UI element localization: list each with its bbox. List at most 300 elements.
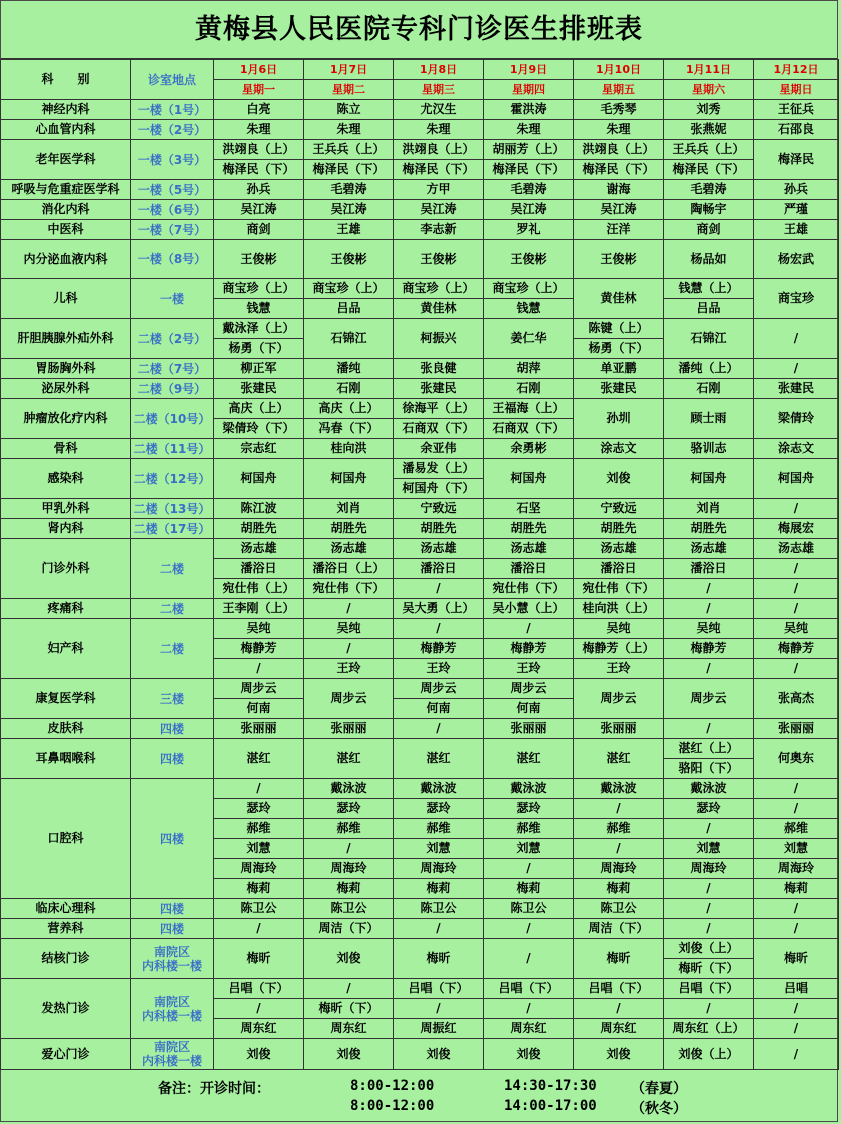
doctor-cell: /: [214, 659, 304, 679]
doctor-cell: 梅静芳: [664, 639, 754, 659]
clinic-location-text: 四楼: [159, 751, 184, 766]
doctor-cell: 何南: [214, 699, 304, 719]
clinic-location: [131, 240, 214, 279]
department-name: 内分泌血液内科: [1, 240, 131, 279]
doctor-cell: 梅昕（下）: [304, 999, 394, 1019]
doctor-cell: 梅莉: [574, 879, 664, 899]
department-name: 泌尿外科: [1, 379, 131, 399]
doctor-cell: 梅静芳: [394, 639, 484, 659]
table-row: [1, 319, 839, 339]
footer-pm-time: 14:00-17:00: [504, 1098, 597, 1114]
table-row: [1, 539, 839, 559]
doctor-cell: 张建民: [754, 379, 839, 399]
clinic-location: [131, 979, 214, 1039]
doctor-cell: /: [754, 659, 839, 679]
doctor-cell: /: [574, 999, 664, 1019]
doctor-cell: /: [394, 619, 484, 639]
doctor-cell: 涂志文: [574, 439, 664, 459]
table-row: [1, 599, 839, 619]
doctor-cell: 白亮: [214, 100, 304, 120]
doctor-cell: 胡丽芳（上）: [484, 140, 574, 160]
doctor-cell: /: [754, 779, 839, 799]
clinic-location-text: 四楼: [159, 721, 184, 736]
doctor-cell: 汤志雄: [754, 539, 839, 559]
doctor-cell: 陈卫公: [484, 899, 574, 919]
doctor-cell: 张建民: [214, 379, 304, 399]
table-row: [1, 499, 839, 519]
clinic-location-text: 一楼（3号）: [137, 152, 207, 167]
doctor-cell: 周海玲: [394, 859, 484, 879]
doctor-cell: 石商双（下）: [484, 419, 574, 439]
doctor-cell: /: [754, 799, 839, 819]
doctor-cell: 胡胜先: [664, 519, 754, 539]
day-weekday: 星期五: [574, 79, 663, 99]
doctor-cell: 毛碧涛: [664, 180, 754, 200]
doctor-cell: 孙兵: [754, 180, 839, 200]
doctor-cell: 刘俊: [574, 1039, 664, 1070]
table-row: [1, 899, 839, 919]
doctor-cell: 张丽丽: [754, 719, 839, 739]
clinic-location-text: 二楼（2号）: [137, 331, 207, 346]
department-name: 发热门诊: [1, 979, 131, 1039]
doctor-cell: /: [574, 799, 664, 819]
department-name: 感染科: [1, 459, 131, 499]
day-column-header: [394, 60, 484, 100]
doctor-cell: 戴泳波: [304, 779, 394, 799]
doctor-cell: 梅昕: [214, 939, 304, 979]
doctor-cell: 陶畅宇: [664, 200, 754, 220]
table-row: [1, 140, 839, 160]
doctor-cell: 胡胜先: [304, 519, 394, 539]
doctor-cell: /: [664, 879, 754, 899]
clinic-location-text: 南院区 内科楼一楼: [141, 994, 202, 1023]
doctor-cell: 张丽丽: [214, 719, 304, 739]
doctor-cell: 吴江涛: [214, 200, 304, 220]
doctor-cell: 石锦江: [664, 319, 754, 359]
doctor-cell: /: [754, 1039, 839, 1070]
doctor-cell: 陈卫公: [394, 899, 484, 919]
table-row: [1, 359, 839, 379]
doctor-cell: /: [214, 999, 304, 1019]
doctor-cell: 毛秀琴: [574, 100, 664, 120]
doctor-cell: 周步云: [394, 679, 484, 699]
department-name: 神经内科: [1, 100, 131, 120]
doctor-cell: 王兵兵（上）: [664, 140, 754, 160]
doctor-cell: 宛仕伟（下）: [574, 579, 664, 599]
doctor-cell: 姜仁华: [484, 319, 574, 359]
doctor-cell: 吴江涛: [304, 200, 394, 220]
clinic-location-text: 四楼: [159, 831, 184, 846]
doctor-cell: 周海玲: [214, 859, 304, 879]
doctor-cell: 商宝珍: [754, 279, 839, 319]
doctor-cell: 黄佳林: [574, 279, 664, 319]
department-name: 皮肤科: [1, 719, 131, 739]
table-row: [1, 619, 839, 639]
doctor-cell: 周东红: [484, 1019, 574, 1039]
doctor-cell: 刘俊: [304, 1039, 394, 1070]
doctor-cell: 桂向洪（上）: [574, 599, 664, 619]
doctor-cell: 周海玲: [754, 859, 839, 879]
clinic-location: [131, 459, 214, 499]
table-row: [1, 220, 839, 240]
doctor-cell: 吴大勇（上）: [394, 599, 484, 619]
doctor-cell: 柯国舟: [214, 459, 304, 499]
doctor-cell: 王雄: [304, 220, 394, 240]
department-name: 儿科: [1, 279, 131, 319]
doctor-cell: /: [304, 979, 394, 999]
doctor-cell: /: [484, 999, 574, 1019]
department-name: 骨科: [1, 439, 131, 459]
clinic-location-text: 一楼（6号）: [137, 202, 207, 217]
doctor-cell: 瑟玲: [484, 799, 574, 819]
doctor-cell: 张丽丽: [304, 719, 394, 739]
doctor-cell: /: [484, 859, 574, 879]
doctor-cell: 洪翊良（上）: [394, 140, 484, 160]
clinic-location: [131, 739, 214, 779]
doctor-cell: 梅泽民（下）: [484, 160, 574, 180]
doctor-cell: 吕唱（下）: [214, 979, 304, 999]
doctor-cell: 刘俊: [574, 459, 664, 499]
doctor-cell: 吕唱（下）: [394, 979, 484, 999]
department-name: 临床心理科: [1, 899, 131, 919]
table-row: [1, 519, 839, 539]
doctor-cell: 朱理: [394, 120, 484, 140]
clinic-location-text: 二楼（11号）: [133, 441, 211, 456]
doctor-cell: 梅昕: [574, 939, 664, 979]
doctor-cell: 吕品: [304, 299, 394, 319]
doctor-cell: /: [664, 599, 754, 619]
table-row: [1, 779, 839, 799]
doctor-cell: 陈江波: [214, 499, 304, 519]
department-name: 耳鼻咽喉科: [1, 739, 131, 779]
table-row: [1, 739, 839, 759]
doctor-cell: 霍洪涛: [484, 100, 574, 120]
doctor-cell: 宁致远: [394, 499, 484, 519]
doctor-cell: 汤志雄: [664, 539, 754, 559]
doctor-cell: 王玲: [394, 659, 484, 679]
footer-season: （秋冬）: [631, 1101, 687, 1117]
doctor-cell: 胡胜先: [394, 519, 484, 539]
doctor-cell: 张建民: [574, 379, 664, 399]
doctor-cell: 宗志红: [214, 439, 304, 459]
doctor-cell: 杨勇（下）: [214, 339, 304, 359]
clinic-location-text: 二楼（9号）: [137, 381, 207, 396]
doctor-cell: 朱理: [484, 120, 574, 140]
day-date: 1月11日: [686, 63, 731, 76]
clinic-location: [131, 519, 214, 539]
doctor-cell: 湛红（上）: [664, 739, 754, 759]
doctor-cell: /: [394, 999, 484, 1019]
table-row: [1, 719, 839, 739]
doctor-cell: 钱慧: [214, 299, 304, 319]
day-weekday: 星期三: [394, 79, 483, 99]
table-row: [1, 459, 839, 479]
doctor-cell: 石商双（下）: [394, 419, 484, 439]
department-name: 呼吸与危重症医学科: [1, 180, 131, 200]
doctor-cell: 周东红: [574, 1019, 664, 1039]
doctor-cell: 戴泳波: [574, 779, 664, 799]
day-column-header: [664, 60, 754, 100]
doctor-cell: /: [484, 919, 574, 939]
doctor-cell: 王玲: [574, 659, 664, 679]
doctor-cell: 王福海（上）: [484, 399, 574, 419]
doctor-cell: 何南: [484, 699, 574, 719]
clinic-location-text: 二楼（10号）: [133, 411, 211, 426]
doctor-cell: 陈卫公: [214, 899, 304, 919]
doctor-cell: 洪翊良（上）: [214, 140, 304, 160]
table-row: [1, 939, 839, 959]
doctor-cell: 柯国舟: [484, 459, 574, 499]
doctor-cell: 陈卫公: [574, 899, 664, 919]
doctor-cell: 涂志文: [754, 439, 839, 459]
clinic-location-text: 二楼（13号）: [133, 501, 211, 516]
doctor-cell: 何南: [394, 699, 484, 719]
doctor-cell: /: [754, 899, 839, 919]
doctor-cell: 石邵良: [754, 120, 839, 140]
doctor-cell: /: [664, 719, 754, 739]
doctor-cell: 梅泽民: [754, 140, 839, 180]
doctor-cell: /: [664, 659, 754, 679]
doctor-cell: 汤志雄: [304, 539, 394, 559]
doctor-cell: 湛红: [394, 739, 484, 779]
doctor-cell: 桂向洪: [304, 439, 394, 459]
doctor-cell: 周振红: [394, 1019, 484, 1039]
doctor-cell: 高庆（上）: [214, 399, 304, 419]
clinic-location-text: 南院区 内科楼一楼: [141, 944, 202, 973]
doctor-cell: /: [754, 599, 839, 619]
doctor-cell: 梁倩玲: [754, 399, 839, 439]
doctor-cell: 吴纯: [304, 619, 394, 639]
doctor-cell: 周海玲: [304, 859, 394, 879]
department-name: 营养科: [1, 919, 131, 939]
doctor-cell: 潘浴日（上）: [304, 559, 394, 579]
doctor-cell: 瑟玲: [214, 799, 304, 819]
doctor-cell: 陈卫公: [304, 899, 394, 919]
doctor-cell: 梅莉: [394, 879, 484, 899]
doctor-cell: 刘俊: [214, 1039, 304, 1070]
doctor-cell: 戴泳波: [484, 779, 574, 799]
doctor-cell: 石刚: [664, 379, 754, 399]
doctor-cell: 湛红: [214, 739, 304, 779]
table-row: [1, 240, 839, 279]
doctor-cell: 钱慧（上）: [664, 279, 754, 299]
doctor-cell: 梅莉: [484, 879, 574, 899]
doctor-cell: 瑟玲: [304, 799, 394, 819]
clinic-location: [131, 939, 214, 979]
doctor-cell: 郝维: [754, 819, 839, 839]
doctor-cell: 吴江涛: [394, 200, 484, 220]
doctor-cell: 汪洋: [574, 220, 664, 240]
department-name: 肾内科: [1, 519, 131, 539]
doctor-cell: /: [304, 599, 394, 619]
clinic-location-text: 二楼（12号）: [133, 471, 211, 486]
doctor-cell: 周步云: [574, 679, 664, 719]
day-date: 1月9日: [509, 63, 548, 76]
doctor-cell: 吕品: [664, 299, 754, 319]
doctor-cell: 刘肖: [664, 499, 754, 519]
doctor-cell: 王俊彬: [574, 240, 664, 279]
doctor-cell: 湛红: [484, 739, 574, 779]
department-name: 康复医学科: [1, 679, 131, 719]
doctor-cell: 宛仕伟（上）: [214, 579, 304, 599]
doctor-cell: 罗礼: [484, 220, 574, 240]
department-name: 口腔科: [1, 779, 131, 899]
doctor-cell: 商剑: [214, 220, 304, 240]
doctor-cell: 柯国舟（下）: [394, 479, 484, 499]
doctor-cell: 梁倩玲（下）: [214, 419, 304, 439]
doctor-cell: 吴纯: [574, 619, 664, 639]
doctor-cell: 周东红（上）: [664, 1019, 754, 1039]
doctor-cell: 梅静芳: [484, 639, 574, 659]
doctor-cell: 严瑾: [754, 200, 839, 220]
doctor-cell: 吴江涛: [484, 200, 574, 220]
doctor-cell: 徐海平（上）: [394, 399, 484, 419]
department-name: 结核门诊: [1, 939, 131, 979]
day-column-header: [484, 60, 574, 100]
doctor-cell: 梅静芳: [754, 639, 839, 659]
doctor-cell: 杨宏武: [754, 240, 839, 279]
day-date: 1月7日: [329, 63, 368, 76]
doctor-cell: 柯国舟: [754, 459, 839, 499]
doctor-cell: 湛红: [304, 739, 394, 779]
table-row: [1, 120, 839, 140]
doctor-cell: 张燕妮: [664, 120, 754, 140]
doctor-cell: /: [214, 779, 304, 799]
doctor-cell: 宁致远: [574, 499, 664, 519]
day-date: 1月10日: [596, 63, 641, 76]
doctor-cell: 刘慧: [664, 839, 754, 859]
doctor-cell: 刘慧: [754, 839, 839, 859]
doctor-cell: 周海玲: [664, 859, 754, 879]
doctor-cell: 周步云: [484, 679, 574, 699]
doctor-cell: 汤志雄: [574, 539, 664, 559]
doctor-cell: 朱理: [214, 120, 304, 140]
doctor-cell: 潘纯（上）: [664, 359, 754, 379]
doctor-cell: 周步云: [214, 679, 304, 699]
doctor-cell: 王俊彬: [214, 240, 304, 279]
doctor-cell: /: [754, 499, 839, 519]
doctor-cell: 吕唱: [754, 979, 839, 999]
doctor-cell: 刘慧: [484, 839, 574, 859]
doctor-cell: 余亚伟: [394, 439, 484, 459]
doctor-cell: /: [304, 639, 394, 659]
doctor-cell: 谢海: [574, 180, 664, 200]
doctor-cell: 石坚: [484, 499, 574, 519]
department-name: 肿瘤放化疗内科: [1, 399, 131, 439]
doctor-cell: 洪翊良（上）: [574, 140, 664, 160]
doctor-cell: /: [664, 819, 754, 839]
doctor-cell: 杨勇（下）: [574, 339, 664, 359]
doctor-cell: 吴纯: [664, 619, 754, 639]
clinic-location: [131, 180, 214, 200]
clinic-location: [131, 359, 214, 379]
doctor-cell: 商剑: [664, 220, 754, 240]
department-name: 中医科: [1, 220, 131, 240]
doctor-cell: 王玲: [304, 659, 394, 679]
clinic-location-text: 一楼（8号）: [137, 252, 207, 266]
doctor-cell: 杨品如: [664, 240, 754, 279]
doctor-cell: 张良健: [394, 359, 484, 379]
doctor-cell: 单亚鹏: [574, 359, 664, 379]
doctor-cell: 潘浴日: [214, 559, 304, 579]
doctor-cell: 梅泽民（下）: [214, 160, 304, 180]
clinic-location: [131, 779, 214, 899]
doctor-cell: 钱慧: [484, 299, 574, 319]
doctor-cell: 吴纯: [754, 619, 839, 639]
doctor-cell: 郝维: [394, 819, 484, 839]
doctor-cell: 张高杰: [754, 679, 839, 719]
clinic-location: [131, 679, 214, 719]
doctor-cell: 陈立: [304, 100, 394, 120]
table-row: [1, 279, 839, 299]
doctor-cell: 王俊彬: [394, 240, 484, 279]
clinic-location: [131, 619, 214, 679]
doctor-cell: 李志新: [394, 220, 484, 240]
doctor-cell: 王俊彬: [484, 240, 574, 279]
doctor-cell: /: [754, 579, 839, 599]
day-weekday: 星期日: [754, 79, 838, 99]
doctor-cell: 方甲: [394, 180, 484, 200]
clinic-location: [131, 499, 214, 519]
doctor-cell: 刘俊: [394, 1039, 484, 1070]
clinic-location-text: 一楼（2号）: [137, 122, 207, 137]
doctor-cell: 刘俊（上）: [664, 1039, 754, 1070]
doctor-cell: 梅昕（下）: [664, 959, 754, 979]
header-row: [1, 60, 839, 100]
department-name: 心血管内科: [1, 120, 131, 140]
table-row: [1, 100, 839, 120]
doctor-cell: 柯振兴: [394, 319, 484, 359]
doctor-cell: 毛碧涛: [484, 180, 574, 200]
day-column-header: [214, 60, 304, 100]
doctor-cell: 张建民: [394, 379, 484, 399]
table-row: [1, 180, 839, 200]
doctor-cell: 周东红: [304, 1019, 394, 1039]
doctor-cell: 潘易发（上）: [394, 459, 484, 479]
clinic-location-text: 一楼（7号）: [137, 222, 207, 237]
clinic-location: [131, 379, 214, 399]
footer-season: （春夏）: [631, 1081, 687, 1097]
dept-column-header: 科 别: [1, 60, 131, 100]
doctor-cell: 吴小慧（上）: [484, 599, 574, 619]
footer-label: 备注：开诊时间：: [158, 1081, 270, 1097]
clinic-location: [131, 279, 214, 319]
department-name: 门诊外科: [1, 539, 131, 599]
doctor-cell: 陈键（上）: [574, 319, 664, 339]
day-date: 1月12日: [773, 63, 819, 76]
doctor-cell: /: [394, 919, 484, 939]
doctor-cell: 宛仕伟（下）: [484, 579, 574, 599]
doctor-cell: 吕唱（下）: [574, 979, 664, 999]
doctor-cell: 瑟玲: [664, 799, 754, 819]
doctor-cell: 石锦江: [304, 319, 394, 359]
doctor-cell: /: [754, 559, 839, 579]
department-name: 甲乳外科: [1, 499, 131, 519]
doctor-cell: 尤汉生: [394, 100, 484, 120]
department-name: 妇产科: [1, 619, 131, 679]
doctor-cell: 石刚: [484, 379, 574, 399]
clinic-location-text: 二楼: [159, 601, 184, 616]
doctor-cell: 骆训志: [664, 439, 754, 459]
doctor-cell: 王兵兵（上）: [304, 140, 394, 160]
doctor-cell: 商宝珍（上）: [304, 279, 394, 299]
doctor-cell: 周步云: [304, 679, 394, 719]
doctor-cell: /: [754, 359, 839, 379]
day-column-header: [304, 60, 394, 100]
doctor-cell: 高庆（上）: [304, 399, 394, 419]
doctor-cell: /: [484, 939, 574, 979]
doctor-cell: 刘肖: [304, 499, 394, 519]
